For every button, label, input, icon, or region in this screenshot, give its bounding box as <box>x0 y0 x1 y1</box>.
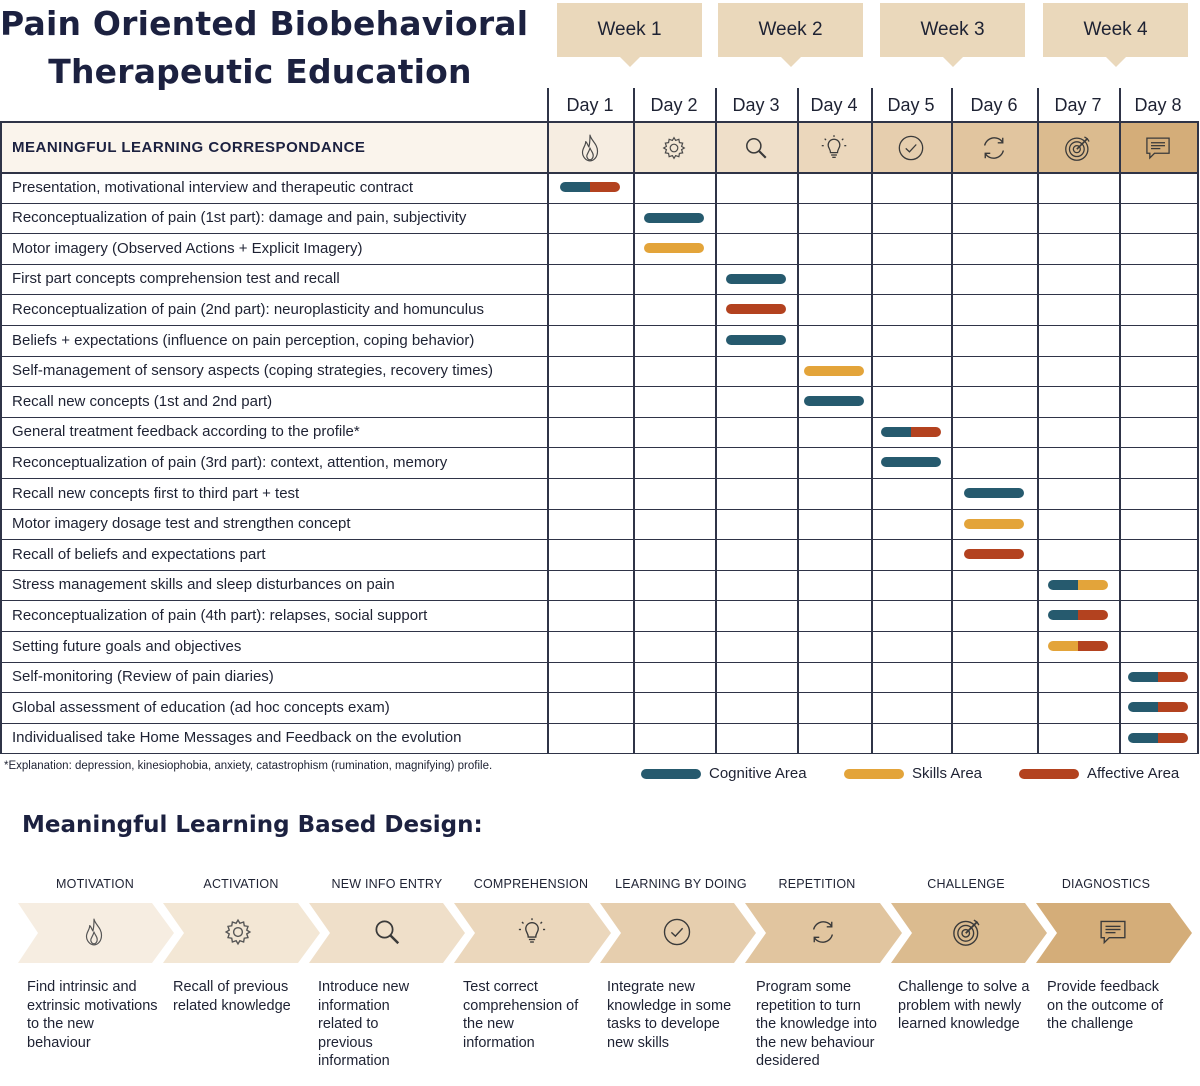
title-line-2: Therapeutic Education <box>48 52 472 91</box>
day-label-8: Day 8 <box>1134 94 1182 115</box>
fire-icon <box>577 133 603 163</box>
target-icon <box>952 917 982 947</box>
legend-label-cognitive: Cognitive Area <box>709 765 807 782</box>
grid-line <box>0 753 1199 754</box>
activity-label: Motor imagery (Observed Actions + Explicit Imagery) <box>12 239 363 257</box>
area-bar <box>881 457 941 467</box>
step-desc-repetition: Program some repetition to turn the knowledge into the new behaviour desidered <box>756 979 877 1070</box>
area-bar-skills <box>804 366 864 376</box>
legend-label-skills: Skills Area <box>912 765 983 782</box>
area-bar <box>881 427 941 437</box>
grid-line <box>1119 88 1121 753</box>
area-bar-skills <box>1078 580 1108 590</box>
step-desc-new-info-entry: Introduce new information related to previous information <box>318 979 410 1070</box>
activity-label: Individualised take Home Messages and Feedback on the evolution <box>12 729 462 747</box>
day-label-4: Day 4 <box>810 94 858 115</box>
grid-line <box>715 88 717 753</box>
area-bar-cognitive <box>881 427 911 437</box>
refresh-icon <box>979 133 1009 163</box>
day-6-header <box>951 123 1037 172</box>
area-bar <box>804 396 864 406</box>
area-bar-cognitive <box>804 396 864 406</box>
legend-skills <box>844 765 982 782</box>
area-bar-affective <box>1158 733 1188 743</box>
area-bar-cognitive <box>1128 702 1158 712</box>
area-bar <box>964 549 1024 559</box>
week-label-2: Week 2 <box>718 3 863 57</box>
week-label-1: Week 1 <box>557 3 702 57</box>
area-bar-cognitive <box>964 488 1024 498</box>
area-bar-cognitive <box>726 335 786 345</box>
area-bar-affective <box>726 304 786 314</box>
activity-label: Beliefs + expectations (influence on pain perception, coping behavior) <box>12 331 475 349</box>
day-8-header <box>1119 123 1197 172</box>
step-desc-diagnostics: Provide feedback on the outcome of the challenge <box>1047 979 1164 1033</box>
activity-label: General treatment feedback according to the profile* <box>12 423 360 441</box>
grid-line <box>871 88 873 753</box>
step-label-repetition: REPETITION <box>778 877 856 891</box>
area-bar-cognitive <box>1128 672 1158 682</box>
day-7-header <box>1037 123 1119 172</box>
step-desc-challenge: Challenge to solve a problem with newly learned knowledge <box>898 979 1030 1033</box>
check-circle-icon <box>662 917 692 947</box>
activity-label: Presentation, motivational interview and therapeutic contract <box>12 178 414 196</box>
check-circle-icon <box>897 134 925 162</box>
fire-icon <box>79 917 109 947</box>
area-bar <box>560 182 620 192</box>
activity-label: Recall new concepts (1st and 2nd part) <box>12 392 273 410</box>
design-section-title: Meaningful Learning Based Design: <box>22 812 483 838</box>
area-bar-skills <box>964 519 1024 529</box>
grid-line <box>1197 121 1199 753</box>
area-bar-skills <box>1048 641 1078 651</box>
grid-line <box>797 88 799 753</box>
magnifier-icon <box>372 917 402 947</box>
grid-line <box>0 121 2 753</box>
area-bar <box>804 366 864 376</box>
area-bar-cognitive <box>881 457 941 467</box>
week-label-3: Week 3 <box>880 3 1025 57</box>
activity-label: Reconceptualization of pain (3rd part): context, attention, memory <box>12 453 448 471</box>
lightbulb-icon <box>820 134 848 162</box>
grid-line <box>547 88 549 753</box>
step-label-new-info-entry: NEW INFO ENTRY <box>331 877 443 891</box>
legend-affective <box>1019 765 1179 782</box>
legend-label-affective: Affective Area <box>1087 765 1180 782</box>
activity-label: Self-monitoring (Review of pain diaries) <box>12 668 274 686</box>
area-bar-skills <box>644 243 704 253</box>
activity-label: Reconceptualization of pain (4th part): relapses, social support <box>12 606 428 624</box>
activity-label: Recall of beliefs and expectations part <box>12 545 266 563</box>
area-bar-affective <box>1158 672 1188 682</box>
grid-line <box>951 88 953 753</box>
area-bar-cognitive <box>1048 610 1078 620</box>
refresh-icon <box>808 917 838 947</box>
area-bar-cognitive <box>644 213 704 223</box>
activity-label: First part concepts comprehension test and recall <box>12 270 340 288</box>
day-label-1: Day 1 <box>566 94 614 115</box>
area-bar-affective <box>911 427 941 437</box>
grid-line <box>1037 88 1039 753</box>
area-bar <box>964 519 1024 529</box>
activity-label: Reconceptualization of pain (2nd part): neuroplasticity and homunculus <box>12 300 484 318</box>
area-bar-affective <box>590 182 620 192</box>
day-label-2: Day 2 <box>650 94 698 115</box>
step-desc-learning-by-doing: Integrate new knowledge in some tasks to develope new skills <box>607 979 732 1051</box>
activity-label: Global assessment of education (ad hoc concepts exam) <box>12 698 390 716</box>
step-label-motivation: MOTIVATION <box>56 877 134 891</box>
day-1-header <box>547 123 633 172</box>
area-bar <box>1128 702 1188 712</box>
step-label-comprehension: COMPREHENSION <box>473 877 589 891</box>
activity-label: Setting future goals and objectives <box>12 637 242 655</box>
step-label-challenge: CHALLENGE <box>927 877 1005 891</box>
area-bar-affective <box>1158 702 1188 712</box>
day-label-5: Day 5 <box>887 94 935 115</box>
step-desc-comprehension: Test correct comprehension of the new information <box>463 979 579 1051</box>
activity-label: Motor imagery dosage test and strengthen concept <box>12 515 351 533</box>
area-bar <box>726 304 786 314</box>
activity-label: Stress management skills and sleep disturbances on pain <box>12 576 395 594</box>
step-label-diagnostics: DIAGNOSTICS <box>1061 877 1151 891</box>
magnifier-icon <box>743 135 769 161</box>
activity-label: Recall new concepts first to third part + test <box>12 484 300 502</box>
grid-line <box>633 88 635 753</box>
area-bar-cognitive <box>1048 580 1078 590</box>
grid-line <box>0 121 1199 123</box>
gear-icon <box>223 917 253 947</box>
activity-label: Self-management of sensory aspects (coping strategies, recovery times) <box>12 362 494 380</box>
step-label-activation: ACTIVATION <box>203 877 279 891</box>
area-bar <box>726 335 786 345</box>
area-bar <box>644 243 704 253</box>
day-label-3: Day 3 <box>732 94 780 115</box>
step-desc-activation: Recall of previous related knowledge <box>173 979 291 1014</box>
target-icon <box>1064 134 1092 162</box>
area-bar <box>964 488 1024 498</box>
area-bar-affective <box>1078 610 1108 620</box>
area-bar-cognitive <box>1128 733 1158 743</box>
day-5-header <box>871 123 951 172</box>
area-bar <box>726 274 786 284</box>
area-bar <box>1048 610 1108 620</box>
step-desc-motivation: Find intrinsic and extrinsic motivations to the new behaviour <box>27 979 158 1051</box>
day-3-header <box>715 123 797 172</box>
message-icon <box>1098 917 1128 947</box>
legend-cognitive <box>641 765 807 782</box>
area-bar <box>1048 580 1108 590</box>
day-label-6: Day 6 <box>970 94 1018 115</box>
area-bar-cognitive <box>726 274 786 284</box>
message-icon <box>1144 134 1172 162</box>
legend-swatch-affective <box>1019 769 1079 779</box>
footnote: *Explanation: depression, kinesiophobia, anxiety, catastrophism (rumination, magnifying) profile. <box>4 760 493 772</box>
process-chevrons <box>0 900 1200 966</box>
title-line-1: Pain Oriented Biobehavioral <box>0 4 529 43</box>
day-label-7: Day 7 <box>1054 94 1102 115</box>
activity-label: Reconceptualization of pain (1st part): damage and pain, subjectivity <box>12 209 467 227</box>
legend-swatch-skills <box>844 769 904 779</box>
area-bar-affective <box>1078 641 1108 651</box>
table-header-label: MEANINGFUL LEARNING CORRESPONDANCE <box>12 139 366 156</box>
week-label-4: Week 4 <box>1043 3 1188 57</box>
page-title <box>0 0 529 96</box>
gear-icon <box>661 135 687 161</box>
lightbulb-icon <box>517 917 547 947</box>
area-bar <box>1128 672 1188 682</box>
day-2-header <box>633 123 715 172</box>
area-bar-affective <box>964 549 1024 559</box>
area-bar-cognitive <box>560 182 590 192</box>
legend-swatch-cognitive <box>641 769 701 779</box>
area-bar <box>1128 733 1188 743</box>
day-4-header <box>797 123 871 172</box>
area-bar <box>644 213 704 223</box>
step-label-learning-by-doing: LEARNING BY DOING <box>615 877 747 891</box>
area-bar <box>1048 641 1108 651</box>
